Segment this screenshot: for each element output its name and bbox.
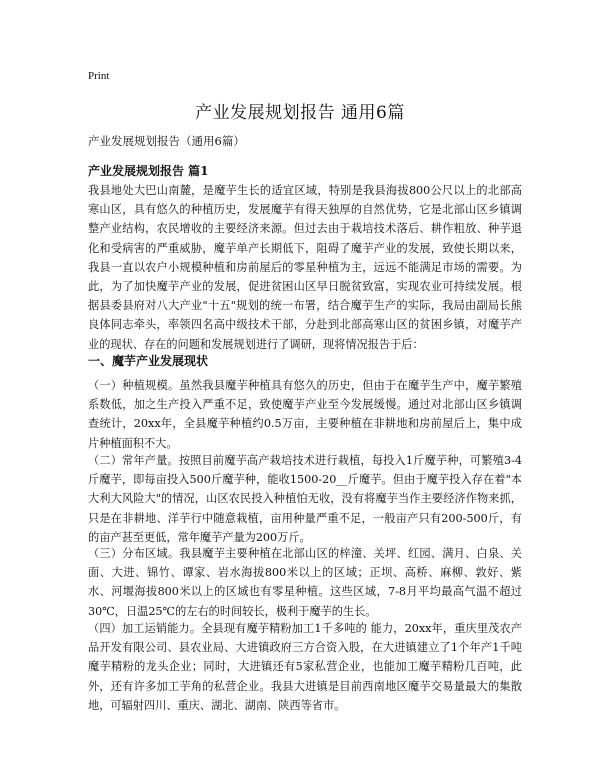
paragraph-annual-output: （二）常年产量。按照目前魔芋高产栽培技术进行栽植，每投入1斤魔芋种，可繁殖3-4斤魔芋，即每亩投入500斤魔芋种，能收1500-20__斤魔芋。但由于魔芋投入存在着"本大利大风险大"的情况，山区农民投入种植怕无收，没有将魔芋当作主要经济作物来抓，只是在非耕地、洋芋行中随意栽植，亩用种量严重不足，一般亩产只有200-500斤，有的亩产甚至更低，常年魔芋产量为200万斤。: [88, 454, 522, 544]
intro-paragraph: 我县地处大巴山南麓，是魔芋生长的适宜区域，特别是我县海拔800公尺以上的北部高寒山区，具有悠久的种植历史，发展魔芋有得天独厚的自然优势，它是北部山区乡镇调整产业结构，农民增收的主要经济来源。但过去由于栽培技术落后、耕作粗放、种芋退化和受病害的严重威胁，魔芋单产长期低下，阻碍了魔芋产业的发展，致使长期以来，我县一直以农户小规模种植和房前屋后的零星种植为主，远远不能满足市场的需要。为此，为了加快魔芋产业的发展，促进贫困山区早日脱贫致富，实现农业可持续发展。根据县委县府对八大产业"十五"规划的统一布署，结合魔芋生产的实际，我局由副局长熊良体同志牵头，率领四名高中级技术干部，分赴到北部高寒山区的贫困乡镇，对魔芋产业的现状、存在的问题和发展规划进行了调研，现将情况报告于后：: [88, 184, 522, 351]
page-title: 产业发展规划报告 通用6篇: [195, 103, 405, 123]
document-subtitle: 产业发展规划报告（通用6篇）: [88, 134, 245, 148]
paragraph-planting-scale: （一）种植规模。虽然我县魔芋种植具有悠久的历史，但由于在魔芋生产中，魔芋繁殖系数低，加之生产投入严重不足，致使魔芋产业至今发展缓慢。通过对北部山区乡镇调查统计，20xx年，全县魔芋种植约0.5万亩，主要种植在非耕地和房前屋后上，集中成片种植面积不大。: [88, 379, 522, 450]
heading-development-status: 一、魔芋产业发展现状: [88, 354, 209, 368]
section-title: 产业发展规划报告 篇1: [88, 164, 209, 178]
print-link[interactable]: Print: [88, 70, 110, 82]
paragraph-distribution: （三）分布区域。我县魔芋主要种植在北部山区的梓潼、关坪、红园、满月、白泉、关面、大进、锦竹、谭家、岩水海拔800米以上的区域；正坝、高桥、麻柳、敦好、紫水、河堰海拔800米以上的区域也有零星种植。这些区域，7-8月平均最高气温不超过30℃，日温25℃的左右的时间较长，极利于魔芋的生长。: [88, 547, 522, 618]
paragraph-processing: （四）加工运销能力。全县现有魔芋精粉加工1千多吨的 能力，20xx年，重庆里茂农产品开发有限公司、县农业局、大进镇政府三方合资入股，在大进镇建立了1个年产1千吨魔芋精粉的龙头企业；同时，大进镇还有5家私营企业，也能加工魔芋精粉几百吨，此外，还有许多加工芋角的私营企业。我县大进镇是目前西南地区魔芋交易量最大的集散地，可辐射四川、重庆、湖北、湖南、陕西等省市。: [88, 622, 522, 712]
